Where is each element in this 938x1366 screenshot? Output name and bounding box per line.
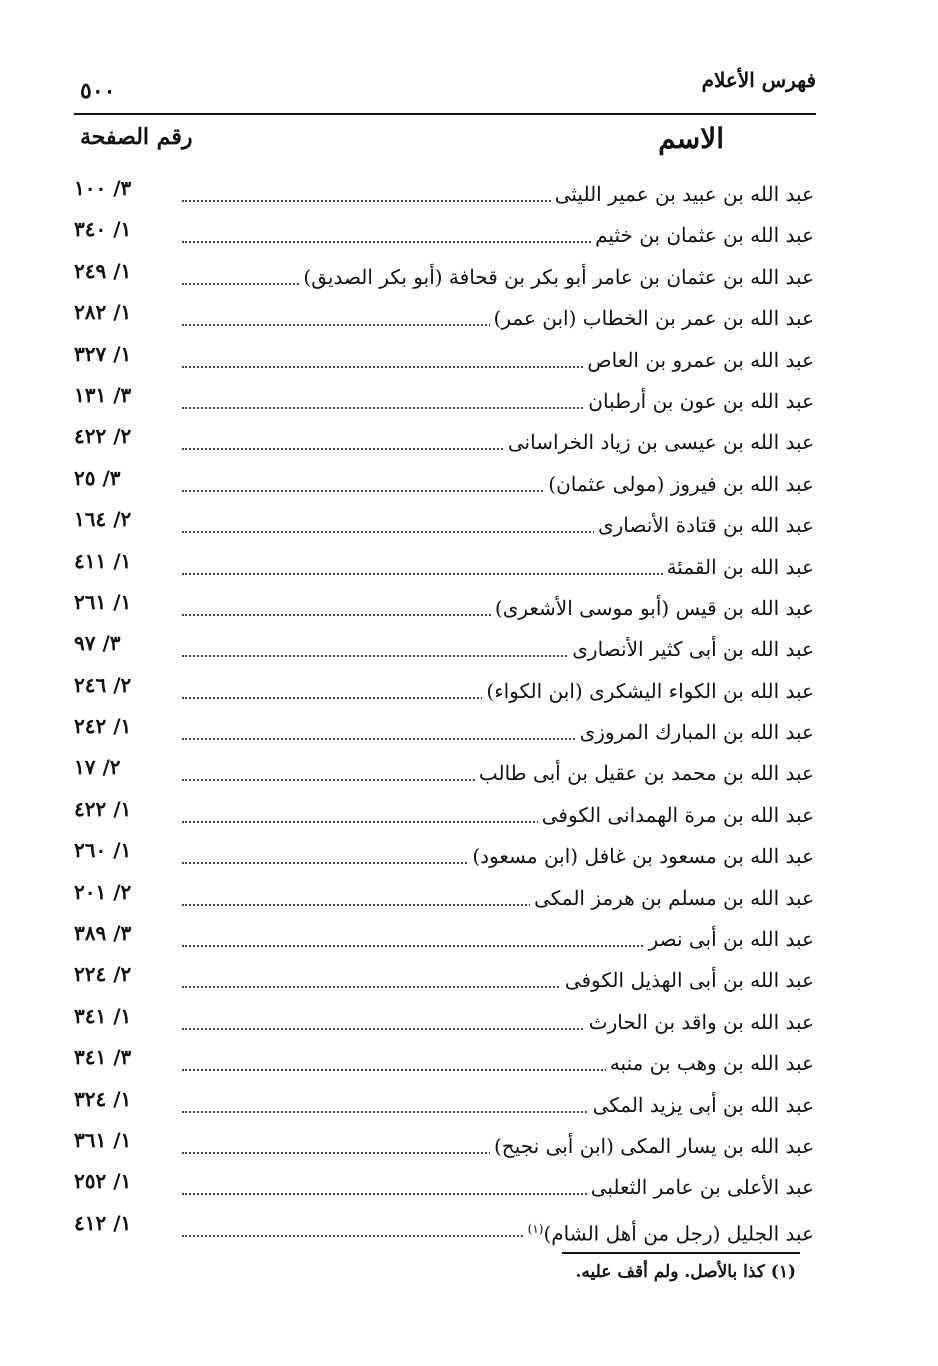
entry-name: عبد الله بن عمرو بن العاص	[583, 346, 814, 374]
index-entry	[74, 172, 814, 213]
entry-page-ref: ٣/ ١٠٠	[74, 176, 132, 200]
entry-name: عبد الله بن أبى الهذيل الكوفى	[561, 966, 814, 994]
index-entries	[74, 172, 814, 1248]
index-entry	[74, 420, 814, 461]
index-entry	[74, 1083, 814, 1124]
entry-name: عبد الله بن يسار المكى (ابن أبى نجيح)	[490, 1132, 814, 1160]
entry-page-ref: ١/ ٢٥٢	[74, 1169, 132, 1194]
entry-name: عبد الله بن مسلم بن هرمز المكى	[530, 884, 814, 912]
index-entry	[74, 793, 814, 834]
entry-page-ref: ١/ ٢٤٩	[74, 258, 132, 283]
entry-name: عبد الله بن عبيد بن عمير الليثى	[551, 180, 814, 208]
entry-name: عبد الله بن عثمان بن خثيم	[591, 221, 814, 249]
entry-name: عبد الله بن عمر بن الخطاب (ابن عمر)	[490, 304, 814, 332]
index-entry	[74, 1000, 814, 1041]
entry-page-ref: ١/ ٣٤١	[74, 1003, 132, 1028]
index-entry	[74, 338, 814, 379]
entry-page-ref: ٢/ ٢٤٦	[74, 672, 132, 697]
page-column-header: رقم الصفحة	[80, 124, 193, 150]
entry-name: عبد الله بن مرة الهمدانى الكوفى	[538, 801, 814, 829]
running-title: فهرس الأعلام	[701, 68, 816, 92]
running-header	[80, 68, 816, 108]
entry-page-ref: ٣/ ٢٥	[74, 465, 121, 490]
footnote: (١) كذا بالأصل. ولم أقف عليه.	[575, 1262, 796, 1282]
page-number: ٥٠٠	[80, 78, 116, 104]
entry-name: عبد الله بن واقد بن الحارث	[585, 1008, 814, 1036]
index-entry	[74, 462, 814, 503]
entry-page-ref: ١/ ٢٤٢	[74, 714, 132, 739]
entry-page-ref: ٢/ ٢٢٤	[74, 962, 132, 987]
entry-page-ref: ١/ ٤١٢	[74, 1210, 132, 1235]
entry-page-ref: ٢/ ١٧	[74, 755, 121, 780]
entry-page-ref: ٣/ ٣٤١	[74, 1045, 132, 1070]
index-entry	[74, 1041, 814, 1082]
index-entry	[74, 255, 814, 296]
entry-name: عبد الله بن القمئة	[663, 553, 814, 581]
index-entry	[74, 958, 814, 999]
column-headers	[74, 122, 724, 166]
entry-name: عبد الله بن محمد بن عقيل بن أبى طالب	[475, 759, 814, 787]
entry-page-ref: ٣/ ١٣١	[74, 382, 132, 407]
index-entry	[74, 751, 814, 792]
entry-name: عبد الله بن فيروز (مولى عثمان)	[544, 470, 814, 498]
index-entry	[74, 876, 814, 917]
footnote-rule	[562, 1252, 800, 1254]
entry-page-ref: ١/ ٢٦١	[74, 589, 132, 614]
index-entry	[74, 1165, 814, 1206]
entry-page-ref: ١/ ٢٨٢	[74, 300, 132, 325]
entry-page-ref: ٣/ ٣٨٩	[74, 921, 132, 946]
index-entry	[74, 503, 814, 544]
entry-name: عبد الله بن وهب بن منبه	[606, 1049, 814, 1077]
entry-name: عبد الله بن قتادة الأنصارى	[594, 511, 814, 539]
entry-page-ref: ١/ ٣٦١	[74, 1127, 132, 1152]
entry-page-ref: ١/ ٤٢٢	[74, 796, 132, 821]
footnote-marker: (١)	[527, 1221, 544, 1236]
entry-name: عبد الله بن المبارك المروزى	[576, 718, 814, 746]
entry-page-ref: ١/ ٤١١	[74, 548, 132, 573]
entry-name: عبد الله بن عثمان بن عامر أبو بكر بن قحافة (أبو بكر الصديق)	[299, 263, 814, 291]
entry-name: عبد الله بن قيس (أبو موسى الأشعرى)	[491, 594, 814, 622]
entry-page-ref: ٢/ ٤٢٢	[74, 424, 132, 449]
entry-name: عبد الله بن عون بن أرطبان	[584, 387, 814, 415]
header-rule	[74, 113, 816, 115]
index-entry	[74, 834, 814, 875]
index-entry	[74, 710, 814, 751]
index-entry	[74, 296, 814, 337]
entry-page-ref: ٢/ ٢٠١	[74, 879, 132, 904]
index-entry	[74, 379, 814, 420]
index-entry	[74, 586, 814, 627]
index-entry	[74, 669, 814, 710]
entry-name: عبد الله بن أبى كثير الأنصارى	[568, 635, 814, 663]
index-entry	[74, 213, 814, 254]
name-column-header: الاسم	[658, 122, 724, 155]
entry-name: عبد الجليل (رجل من أهل الشام)$^{(١)}$	[524, 1215, 814, 1248]
entry-name: عبد الله بن أبى نصر	[645, 925, 814, 953]
index-entry	[74, 917, 814, 958]
entry-name: عبد الأعلى بن عامر الثعلبى	[587, 1173, 814, 1201]
entry-page-ref: ١/ ٣٢٤	[74, 1086, 132, 1111]
entry-name: عبد الله بن أبى يزيد المكى	[589, 1091, 814, 1119]
entry-name: عبد الله بن مسعود بن غافل (ابن مسعود)	[468, 842, 814, 870]
entry-page-ref: ١/ ٣٢٧	[74, 341, 132, 366]
entry-name: عبد الله بن عيسى بن زياد الخراسانى	[504, 428, 814, 456]
entry-page-ref: ٢/ ١٦٤	[74, 507, 132, 532]
entry-page-ref: ١/ ٢٦٠	[74, 838, 132, 863]
index-entry	[74, 545, 814, 586]
index-entry	[74, 1207, 814, 1248]
index-entry	[74, 627, 814, 668]
index-entry	[74, 1124, 814, 1165]
entry-page-ref: ٣/ ٩٧	[74, 631, 121, 656]
entry-page-ref: ١/ ٣٤٠	[74, 217, 132, 242]
entry-name: عبد الله بن الكواء اليشكرى (ابن الكواء)	[482, 677, 814, 705]
